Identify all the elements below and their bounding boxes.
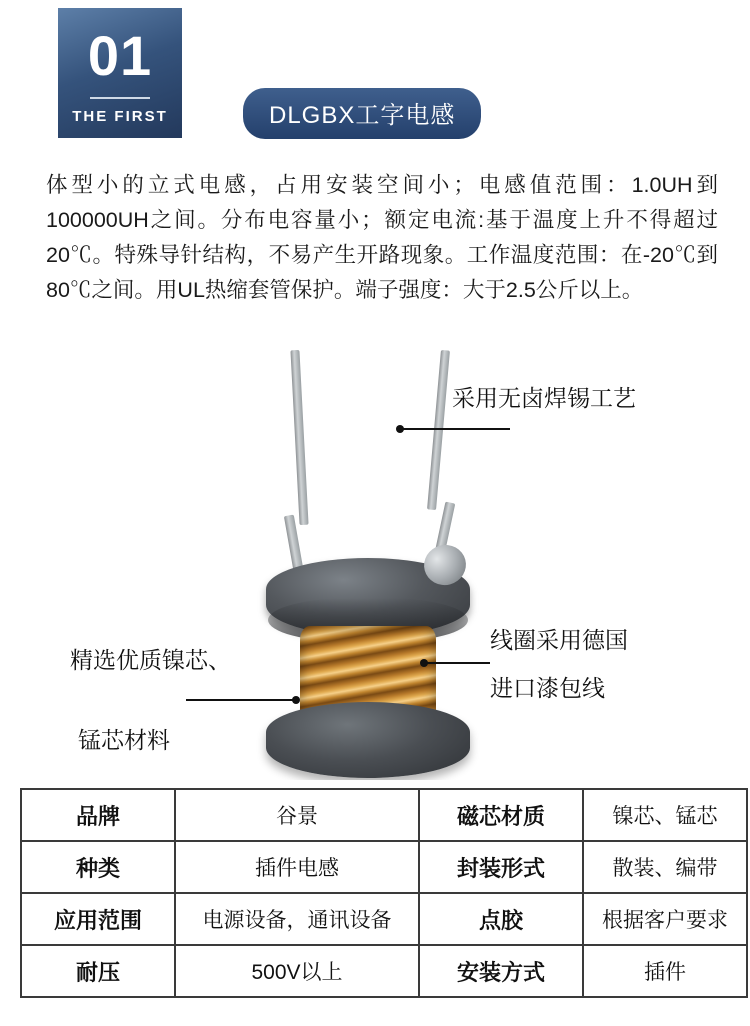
callout-solder-dot [396, 425, 404, 433]
callout-solder-label: 采用无卤焊锡工艺 [452, 385, 636, 411]
product-description: 体型小的立式电感，占用安装空间小；电感值范围：1.0UH到100000UH之间。分布电容量小；额定电流:基于温度上升不得超过20℃。特殊导针结构，不易产生开路现象。工作温度范围：在-20℃到80℃之间。用UL热缩套管保护。端子强度：大于2.5公斤以上。 [46, 173, 718, 302]
spec-key: 耐压 [21, 945, 175, 997]
spec-key: 安装方式 [419, 945, 583, 997]
callout-core-line [186, 699, 296, 701]
section-number: 01 [87, 23, 153, 87]
spec-value: 镍芯、锰芯 [583, 789, 747, 841]
table-row [21, 841, 747, 893]
ferrite-core-bottom [266, 702, 470, 778]
callout-coil-dot [420, 659, 428, 667]
product-photo [0, 330, 750, 780]
spec-value: 散装、编带 [583, 841, 747, 893]
section-number-badge [58, 8, 182, 138]
section-sub-label: THE FIRST [72, 107, 168, 125]
callout-core-label-line1: 精选优质镍芯、 [70, 647, 231, 673]
spec-value: 电源设备，通讯设备 [175, 893, 419, 945]
callout-coil-label-line2: 进口漆包线 [490, 675, 605, 701]
spec-value: 500V以上 [175, 945, 419, 997]
spec-value: 插件电感 [175, 841, 419, 893]
table-row [21, 945, 747, 997]
spec-key: 种类 [21, 841, 175, 893]
callout-core-label-line2: 锰芯材料 [78, 727, 170, 753]
page-title: DLGBX工字电感 [243, 88, 481, 139]
table-row [21, 789, 747, 841]
spec-table [20, 788, 748, 998]
spec-key: 品牌 [21, 789, 175, 841]
spec-value: 插件 [583, 945, 747, 997]
spec-value: 根据客户要求 [583, 893, 747, 945]
callout-coil-label-line1: 线圈采用德国 [490, 627, 628, 653]
callout-core-dot [292, 696, 300, 704]
page-header [0, 0, 750, 150]
spec-key: 磁芯材质 [419, 789, 583, 841]
spec-key: 点胶 [419, 893, 583, 945]
spec-key: 应用范围 [21, 893, 175, 945]
table-row [21, 893, 747, 945]
lead-wire-right [427, 350, 450, 510]
spec-key: 封装形式 [419, 841, 583, 893]
badge-divider [90, 97, 150, 99]
lead-wire-left [290, 350, 308, 525]
callout-coil-line [424, 662, 490, 664]
callout-solder-line [400, 428, 510, 430]
spec-value: 谷景 [175, 789, 419, 841]
